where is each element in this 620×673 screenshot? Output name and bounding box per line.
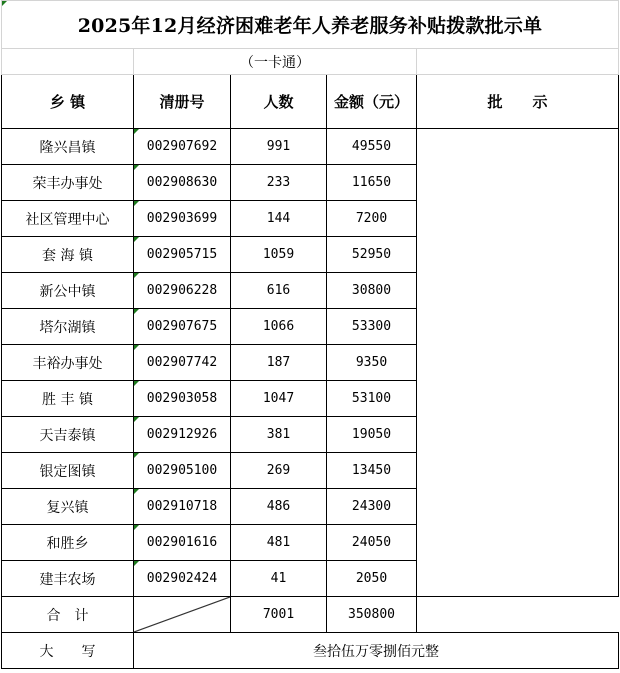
town-cell[interactable]: 丰裕办事处 — [2, 345, 134, 381]
approval-area[interactable] — [417, 129, 619, 597]
count-cell[interactable]: 269 — [231, 453, 327, 489]
approval-sheet — [1, 0, 619, 669]
town-cell[interactable]: 荣丰办事处 — [2, 165, 134, 201]
amount-cell[interactable]: 24050 — [327, 525, 417, 561]
header-approval[interactable]: 批 示 — [417, 75, 619, 129]
amount-cell[interactable]: 2050 — [327, 561, 417, 597]
count-cell[interactable]: 486 — [231, 489, 327, 525]
amount-cell[interactable]: 52950 — [327, 237, 417, 273]
total-label[interactable]: 合 计 — [2, 597, 134, 633]
total-amount[interactable]: 350800 — [327, 597, 417, 633]
town-cell[interactable]: 银定图镇 — [2, 453, 134, 489]
town-cell[interactable]: 社区管理中心 — [2, 201, 134, 237]
town-cell[interactable]: 隆兴昌镇 — [2, 129, 134, 165]
table-row — [2, 129, 619, 165]
register-cell[interactable]: 002902424 — [134, 561, 231, 597]
count-cell[interactable]: 233 — [231, 165, 327, 201]
total-count[interactable]: 7001 — [231, 597, 327, 633]
register-cell[interactable]: 002908630 — [134, 165, 231, 201]
amount-cell[interactable]: 53300 — [327, 309, 417, 345]
amount-cell[interactable]: 9350 — [327, 345, 417, 381]
register-cell[interactable]: 002903699 — [134, 201, 231, 237]
register-cell[interactable]: 002905715 — [134, 237, 231, 273]
header-register[interactable]: 清册号 — [134, 75, 231, 129]
amount-cell[interactable]: 13450 — [327, 453, 417, 489]
register-cell[interactable]: 002905100 — [134, 453, 231, 489]
sheet-title: 2025年12月经济困难老年人养老服务补贴拨款批示单 — [77, 15, 543, 37]
count-cell[interactable]: 1047 — [231, 381, 327, 417]
sheet-title-cell[interactable] — [2, 1, 619, 49]
register-cell[interactable]: 002901616 — [134, 525, 231, 561]
amount-cell[interactable]: 19050 — [327, 417, 417, 453]
amount-cell[interactable]: 30800 — [327, 273, 417, 309]
town-cell[interactable]: 建丰农场 — [2, 561, 134, 597]
register-cell[interactable]: 002912926 — [134, 417, 231, 453]
capital-label[interactable]: 大 写 — [2, 633, 134, 669]
town-cell[interactable]: 复兴镇 — [2, 489, 134, 525]
town-cell[interactable]: 塔尔湖镇 — [2, 309, 134, 345]
count-cell[interactable]: 991 — [231, 129, 327, 165]
register-cell[interactable]: 002907675 — [134, 309, 231, 345]
count-cell[interactable]: 616 — [231, 273, 327, 309]
header-town[interactable]: 乡 镇 — [2, 75, 134, 129]
amount-cell[interactable]: 24300 — [327, 489, 417, 525]
header-count[interactable]: 人数 — [231, 75, 327, 129]
amount-cell[interactable]: 53100 — [327, 381, 417, 417]
header-row — [2, 75, 619, 129]
count-cell[interactable]: 481 — [231, 525, 327, 561]
subtitle[interactable]: （一卡通） — [134, 49, 417, 75]
count-cell[interactable]: 144 — [231, 201, 327, 237]
town-cell[interactable]: 胜 丰 镇 — [2, 381, 134, 417]
empty-cell[interactable] — [2, 49, 134, 75]
count-cell[interactable]: 187 — [231, 345, 327, 381]
total-row — [2, 597, 619, 633]
count-cell[interactable]: 1059 — [231, 237, 327, 273]
count-cell[interactable]: 41 — [231, 561, 327, 597]
register-cell[interactable]: 002910718 — [134, 489, 231, 525]
register-cell[interactable]: 002903058 — [134, 381, 231, 417]
town-cell[interactable]: 新公中镇 — [2, 273, 134, 309]
capital-value[interactable]: 叁拾伍万零捌佰元整 — [134, 633, 619, 669]
capital-row — [2, 633, 619, 669]
register-cell[interactable]: 002906228 — [134, 273, 231, 309]
total-register-cell[interactable] — [134, 597, 231, 633]
town-cell[interactable]: 套 海 镇 — [2, 237, 134, 273]
amount-cell[interactable]: 7200 — [327, 201, 417, 237]
diagonal-line — [134, 597, 230, 632]
amount-cell[interactable]: 49550 — [327, 129, 417, 165]
register-cell[interactable]: 002907742 — [134, 345, 231, 381]
cell-marker-icon — [2, 1, 7, 6]
count-cell[interactable]: 1066 — [231, 309, 327, 345]
header-amount[interactable]: 金额（元） — [327, 75, 417, 129]
count-cell[interactable]: 381 — [231, 417, 327, 453]
amount-cell[interactable]: 11650 — [327, 165, 417, 201]
empty-cell[interactable] — [417, 49, 619, 75]
town-cell[interactable]: 天吉泰镇 — [2, 417, 134, 453]
register-cell[interactable]: 002907692 — [134, 129, 231, 165]
town-cell[interactable]: 和胜乡 — [2, 525, 134, 561]
